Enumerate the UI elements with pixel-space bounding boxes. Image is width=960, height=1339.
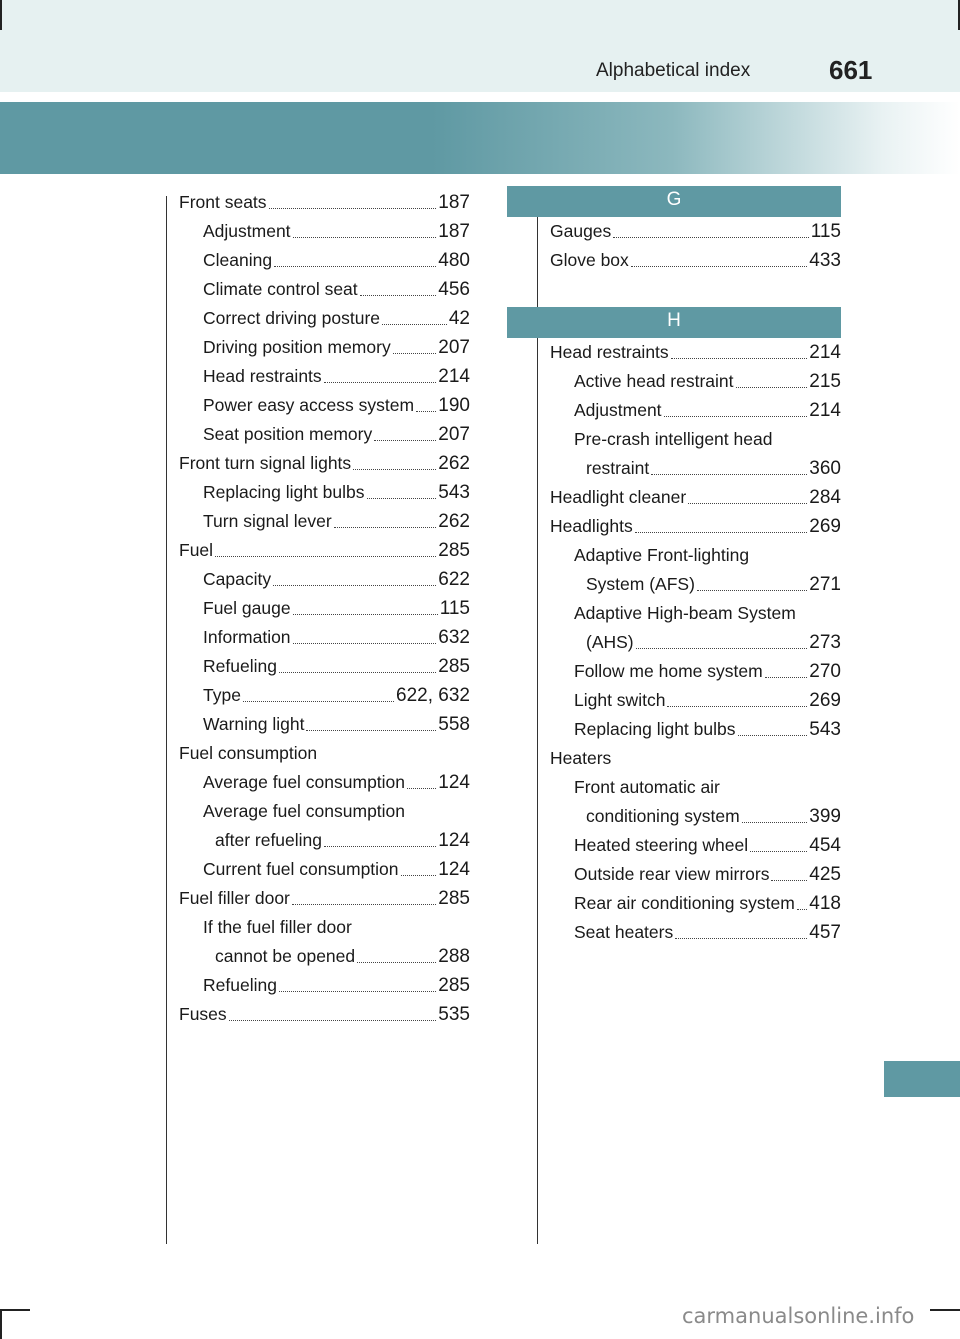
dot-leader xyxy=(324,382,437,383)
entry-page-ref: 632 xyxy=(438,627,470,648)
entry-label: Head restraints xyxy=(550,342,669,362)
dot-leader xyxy=(771,880,807,881)
entry-page-ref: 288 xyxy=(438,946,470,967)
entry-label: Heated steering wheel xyxy=(574,835,749,855)
index-entry xyxy=(179,420,470,449)
dot-leader xyxy=(360,295,437,296)
header-title: Alphabetical index xyxy=(596,60,751,81)
index-entry xyxy=(550,686,841,715)
entry-page-ref: 284 xyxy=(809,487,841,508)
entry-label: cannot be opened xyxy=(215,946,356,966)
entry-label: Fuel consumption xyxy=(179,743,318,763)
entry-page-ref: 215 xyxy=(809,371,841,392)
index-entry xyxy=(550,628,841,657)
index-entry xyxy=(179,391,470,420)
entry-page-ref: 360 xyxy=(809,458,841,479)
dot-leader xyxy=(688,503,807,504)
entry-label: Front turn signal lights xyxy=(179,453,352,473)
index-entry xyxy=(179,449,470,478)
dot-leader xyxy=(382,324,447,325)
dot-leader xyxy=(292,904,436,905)
index-column-h xyxy=(550,338,841,947)
entry-page-ref: 42 xyxy=(448,308,470,329)
entry-page-ref: 558 xyxy=(438,714,470,735)
dot-leader xyxy=(243,701,394,702)
entry-label: (AHS) xyxy=(586,632,634,652)
entry-label: If the fuel filler door xyxy=(203,917,352,937)
index-entry xyxy=(550,454,841,483)
entry-label: Fuel filler door xyxy=(179,888,290,908)
index-entry xyxy=(550,396,841,425)
dot-leader xyxy=(269,208,437,209)
dot-leader xyxy=(324,846,436,847)
dot-leader xyxy=(636,648,808,649)
index-entry xyxy=(550,246,841,275)
entry-page-ref: 399 xyxy=(809,806,841,827)
section-letter-h: H xyxy=(507,307,841,338)
dot-leader xyxy=(671,358,808,359)
index-column-left xyxy=(179,188,470,1029)
entry-page-ref: 207 xyxy=(438,424,470,445)
entry-label: Current fuel consumption xyxy=(203,859,399,879)
entry-page-ref: 115 xyxy=(810,221,841,242)
dot-leader xyxy=(797,909,808,910)
index-entry xyxy=(179,913,470,942)
entry-page-ref: 535 xyxy=(438,1004,470,1025)
entry-page-ref: 190 xyxy=(438,395,470,416)
page-number: 661 xyxy=(829,55,873,85)
entry-label: Head restraints xyxy=(203,366,322,386)
index-entry xyxy=(550,657,841,686)
dot-leader xyxy=(374,440,436,441)
entry-page-ref: 214 xyxy=(438,366,470,387)
entry-label: Adjustment xyxy=(574,400,662,420)
entry-label: Adjustment xyxy=(203,221,291,241)
crop-mark-bottom-left xyxy=(0,1309,30,1311)
entry-page-ref: 457 xyxy=(809,922,841,943)
index-entry xyxy=(179,217,470,246)
entry-label: Front seats xyxy=(179,192,267,212)
entry-page-ref: 273 xyxy=(809,632,841,653)
dot-leader xyxy=(279,991,436,992)
entry-page-ref: 418 xyxy=(809,893,841,914)
index-entry xyxy=(550,483,841,512)
dot-leader xyxy=(736,387,808,388)
dot-leader xyxy=(293,614,438,615)
index-entry xyxy=(550,338,841,367)
entry-label: Climate control seat xyxy=(203,279,358,299)
entry-page-ref: 207 xyxy=(438,337,470,358)
index-entry xyxy=(550,744,841,773)
entry-label: restraint xyxy=(586,458,650,478)
index-entry xyxy=(179,884,470,913)
index-entry xyxy=(179,623,470,652)
dot-leader xyxy=(635,532,808,533)
entry-label: Seat heaters xyxy=(574,922,674,942)
entry-label: Follow me home system xyxy=(574,661,763,681)
entry-label: Refueling xyxy=(203,975,277,995)
entry-label: conditioning system xyxy=(586,806,740,826)
entry-label: Driving position memory xyxy=(203,337,391,357)
dot-leader xyxy=(613,237,808,238)
index-entry xyxy=(550,831,841,860)
index-entry xyxy=(550,802,841,831)
entry-label: System (AFS) xyxy=(586,574,695,594)
entry-page-ref: 454 xyxy=(809,835,841,856)
entry-label: Fuses xyxy=(179,1004,227,1024)
entry-label: Active head restraint xyxy=(574,371,734,391)
index-entry xyxy=(179,942,470,971)
index-entry xyxy=(550,425,841,454)
entry-page-ref: 214 xyxy=(809,342,841,363)
entry-page-ref: 285 xyxy=(438,656,470,677)
entry-label: Warning light xyxy=(203,714,305,734)
dot-leader xyxy=(273,585,436,586)
index-entry xyxy=(179,971,470,1000)
entry-page-ref: 622 xyxy=(438,569,470,590)
index-entry xyxy=(179,536,470,565)
dot-leader xyxy=(293,237,437,238)
index-entry xyxy=(550,889,841,918)
section-letter-g: G xyxy=(507,186,841,217)
entry-label: Rear air conditioning system xyxy=(574,893,795,913)
entry-label: Headlights xyxy=(550,516,633,536)
entry-page-ref: 214 xyxy=(809,400,841,421)
crop-mark-bottom-left-v xyxy=(0,1309,2,1339)
entry-label: Pre-crash intelligent head xyxy=(574,429,773,449)
dot-leader xyxy=(675,938,807,939)
entry-label: after refueling xyxy=(215,830,323,850)
entry-page-ref: 269 xyxy=(809,516,841,537)
entry-page-ref: 543 xyxy=(809,719,841,740)
dot-leader xyxy=(279,672,436,673)
entry-page-ref: 115 xyxy=(439,598,470,619)
chapter-band xyxy=(0,102,960,174)
header-band xyxy=(0,0,960,92)
index-entry xyxy=(550,918,841,947)
crop-mark-top-left xyxy=(0,0,2,30)
crop-mark-bottom-right xyxy=(930,1309,960,1311)
entry-label: Type xyxy=(203,685,241,705)
dot-leader xyxy=(738,735,808,736)
entry-label: Front automatic air xyxy=(574,777,720,797)
index-entry xyxy=(179,652,470,681)
entry-label: Fuel xyxy=(179,540,214,560)
index-entry xyxy=(179,826,470,855)
entry-label: Glove box xyxy=(550,250,629,270)
index-entry xyxy=(179,739,470,768)
dot-leader xyxy=(306,730,436,731)
index-entry xyxy=(179,797,470,826)
entry-page-ref: 187 xyxy=(438,192,470,213)
index-entry xyxy=(179,594,470,623)
entry-page-ref: 262 xyxy=(438,511,470,532)
dot-leader xyxy=(353,469,436,470)
dot-leader xyxy=(765,677,808,678)
right-column-rule xyxy=(537,196,538,1244)
dot-leader xyxy=(667,706,807,707)
index-entry xyxy=(550,367,841,396)
watermark: carmanualsonline.info xyxy=(682,1304,915,1328)
entry-page-ref: 433 xyxy=(809,250,841,271)
index-entry xyxy=(550,715,841,744)
index-entry xyxy=(179,855,470,884)
dot-leader xyxy=(393,353,437,354)
index-entry xyxy=(179,1000,470,1029)
dot-leader xyxy=(416,411,436,412)
index-entry xyxy=(179,681,470,710)
index-entry xyxy=(550,773,841,802)
entry-label: Correct driving posture xyxy=(203,308,381,328)
dot-leader xyxy=(215,556,436,557)
index-entry xyxy=(179,304,470,333)
entry-label: Refueling xyxy=(203,656,277,676)
entry-page-ref: 124 xyxy=(438,772,470,793)
entry-label: Fuel gauge xyxy=(203,598,291,618)
dot-leader xyxy=(697,590,807,591)
entry-label: Average fuel consumption xyxy=(203,772,406,792)
entry-page-ref: 285 xyxy=(438,975,470,996)
index-entry xyxy=(179,478,470,507)
entry-page-ref: 270 xyxy=(809,661,841,682)
entry-label: Outside rear view mirrors xyxy=(574,864,770,884)
entry-label: Cleaning xyxy=(203,250,273,270)
dot-leader xyxy=(274,266,436,267)
entry-page-ref: 271 xyxy=(809,574,841,595)
left-column-rule xyxy=(166,196,167,1244)
index-entry xyxy=(179,362,470,391)
dot-leader xyxy=(229,1020,437,1021)
entry-page-ref: 269 xyxy=(809,690,841,711)
entry-label: Headlight cleaner xyxy=(550,487,687,507)
entry-label: Adaptive High-beam System xyxy=(574,603,796,623)
index-entry xyxy=(550,570,841,599)
entry-label: Replacing light bulbs xyxy=(574,719,736,739)
entry-label: Turn signal lever xyxy=(203,511,332,531)
index-column-g xyxy=(550,217,841,275)
index-entry xyxy=(550,512,841,541)
dot-leader xyxy=(631,266,808,267)
index-entry xyxy=(179,768,470,797)
entry-label: Replacing light bulbs xyxy=(203,482,365,502)
index-entry xyxy=(179,275,470,304)
dot-leader xyxy=(651,474,807,475)
dot-leader xyxy=(367,498,437,499)
index-entry xyxy=(550,541,841,570)
entry-page-ref: 124 xyxy=(438,830,470,851)
entry-page-ref: 456 xyxy=(438,279,470,300)
entry-page-ref: 622, 632 xyxy=(396,685,470,706)
entry-label: Average fuel consumption xyxy=(203,801,406,821)
entry-page-ref: 480 xyxy=(438,250,470,271)
entry-label: Information xyxy=(203,627,291,647)
dot-leader xyxy=(664,416,808,417)
entry-label: Seat position memory xyxy=(203,424,373,444)
entry-page-ref: 187 xyxy=(438,221,470,242)
index-entry xyxy=(179,333,470,362)
entry-page-ref: 285 xyxy=(438,540,470,561)
index-entry xyxy=(550,860,841,889)
index-entry xyxy=(550,599,841,628)
dot-leader xyxy=(407,788,436,789)
entry-label: Power easy access system xyxy=(203,395,415,415)
entry-label: Light switch xyxy=(574,690,666,710)
entry-page-ref: 425 xyxy=(809,864,841,885)
index-entry xyxy=(179,188,470,217)
dot-leader xyxy=(357,962,436,963)
dot-leader xyxy=(293,643,437,644)
index-entry xyxy=(179,710,470,739)
dot-leader xyxy=(401,875,437,876)
index-entry xyxy=(179,507,470,536)
dot-leader xyxy=(334,527,437,528)
index-entry xyxy=(179,565,470,594)
index-entry xyxy=(179,246,470,275)
index-entry xyxy=(550,217,841,246)
entry-label: Gauges xyxy=(550,221,612,241)
index-side-tab xyxy=(884,1061,960,1097)
dot-leader xyxy=(750,851,807,852)
entry-page-ref: 262 xyxy=(438,453,470,474)
dot-leader xyxy=(742,822,808,823)
entry-label: Heaters xyxy=(550,748,612,768)
entry-page-ref: 543 xyxy=(438,482,470,503)
entry-label: Adaptive Front-lighting xyxy=(574,545,750,565)
entry-label: Capacity xyxy=(203,569,272,589)
entry-page-ref: 124 xyxy=(438,859,470,880)
entry-page-ref: 285 xyxy=(438,888,470,909)
